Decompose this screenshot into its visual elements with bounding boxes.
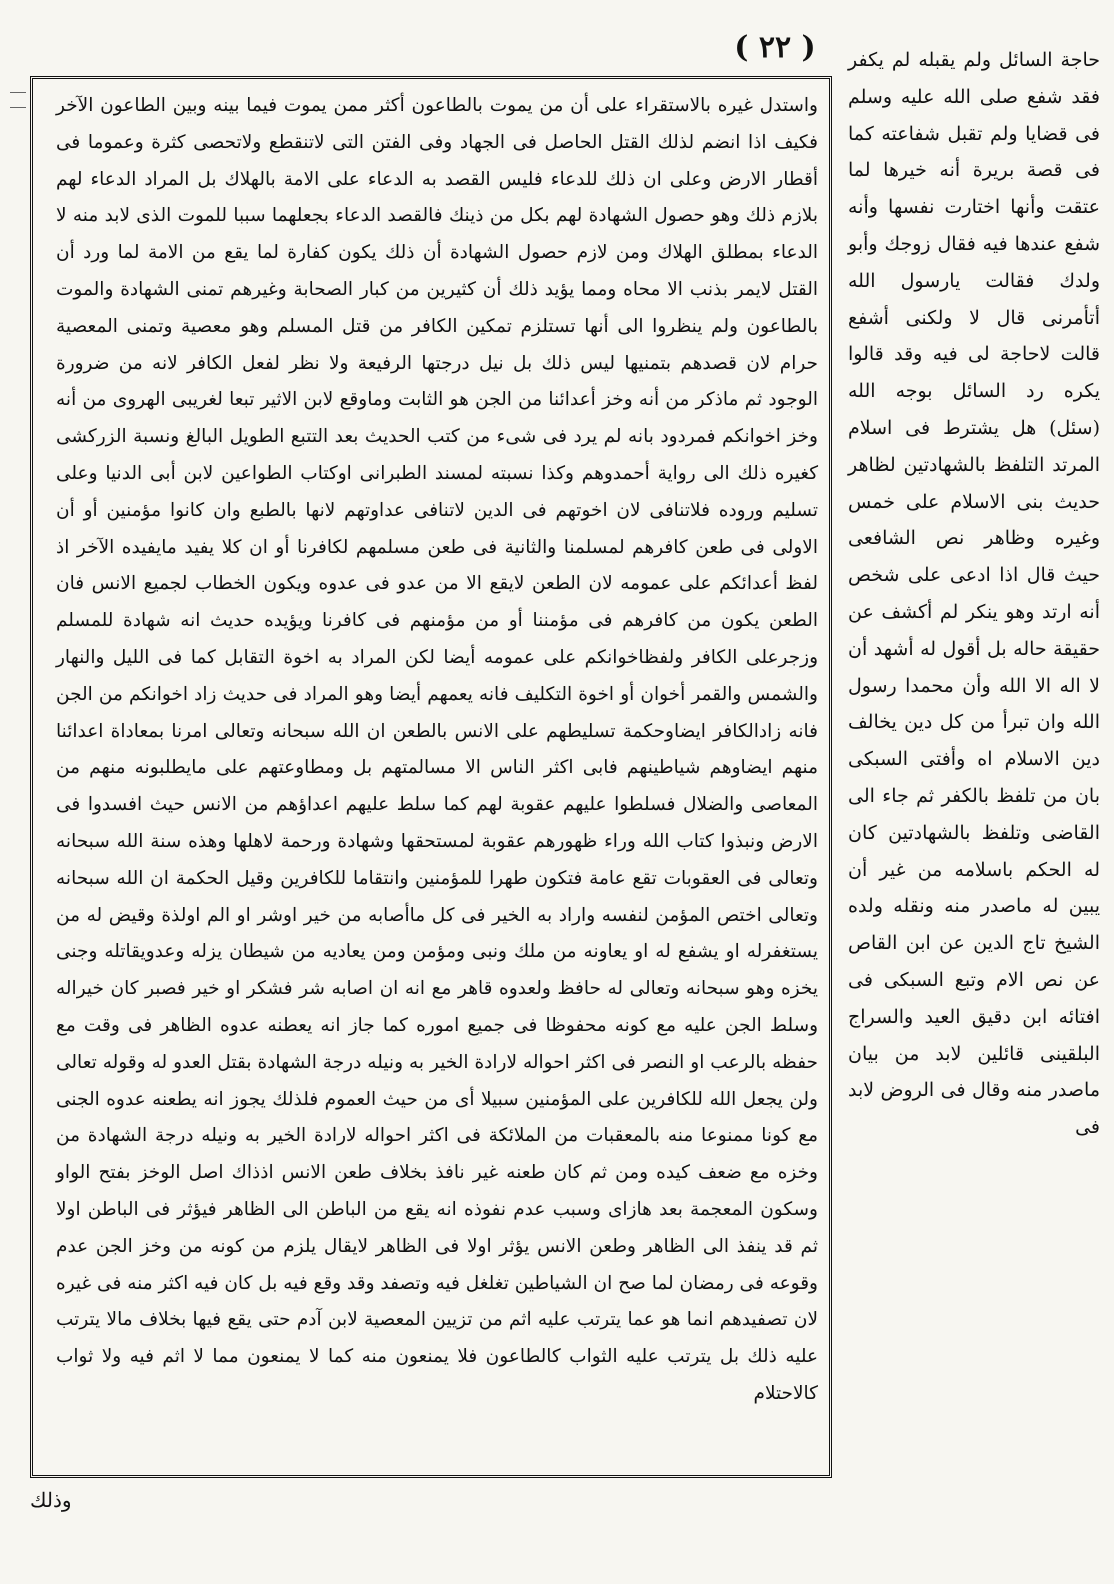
margin-note-paragraph: حاجة السائل ولم يقبله لم يكفر فقد شفع صلى الله عليه وسلم فى قضايا ولم تقبل شفاعته كما فى قصة بريرة أنه خيرها لما عتقت وأنها اختارت نفسها وأنه شفع عندها فيه فقال زوجك وأبو ولدك فقالت يارسول الله أتأمرنى قال لا ولكنى أشفع قالت لاحاجة لى فيه وقد قالوا يكره رد السائل بوجه الله (سئل) هل يشترط فى اسلام المرتد التلفظ بالشهادتين لظاهر حديث بنى الاسلام على خمس وغيره وظاهر نص الشافعى حيث قال اذا ادعى على شخص أنه ارتد وهو ينكر لم أكشف عن حقيقة حاله بل أقول له أشهد أن لا اله الا الله وأن محمدا رسول الله وان تبرأ من كل دين يخالف دين الاسلام اه وأفتى السبكى بان من تلفظ بالكفر ثم جاء الى القاضى وتلفظ بالشهادتين كان له الحكم باسلامه من غير أن يبين له ماصدر منه ونقله ولده الشيخ تاج الدين عن ابن القاص عن نص الام وتبع السبكى فى افتائه ابن دقيق العيد والسراج البلقينى قائلين لابد من بيان ماصدر منه وقال فى الروض لابد فى: [848, 49, 1100, 1139]
page-number: ( ٢٢ ): [734, 30, 816, 65]
margin-note-block: [848, 42, 1100, 1146]
main-text-block: [56, 88, 818, 1413]
corner-mark: [10, 92, 26, 108]
main-text-paragraph: واستدل غيره بالاستقراء على أن من يموت بالطاعون أكثر ممن يموت فيما بينه وبين الطاعون الآخر فكيف اذا انضم لذلك القتل الحاصل فى الجهاد وفى الفتن التى لاتنقطع ولاتحصى كثرة وعموما فى أقطار الارض وعلى ان ذلك للدعاء فليس القصد به الدعاء على الامة بالهلاك بل المراد الدعاء لهم بلازم ذلك وهو حصول الشهادة لهم بكل من ذينك فالقصد الدعاء بجعلهما سببا للموت الذى لابد منه لا الدعاء بمطلق الهلاك ومن لازم حصول الشهادة أن ذلك يكون كفارة لما يقع من الامة لما ورد أن القتل لايمر بذنب الا محاه ومما يؤيد ذلك أن كثيرين من كبار الصحابة وغيرهم تمنى الشهادة والموت بالطاعون ولم ينظروا الى أنها تستلزم تمكين الكافر من قتل المسلم وهو معصية وتمنى المعصية حرام لان قصدهم بتمنيها ليس ذلك بل نيل درجتها الرفيعة ولا نظر لفعل الكافر لانه من ضرورة الوجود ثم ماذكر من أنه وخز أعدائنا من الجن هو الثابت وماوقع لابن الاثير تبعا لغريبى الهروى من أنه وخز اخوانكم فمردود بانه لم يرد فى شىء من كتب الحديث بعد التتبع الطويل البالغ ونسبة الزركشى كغيره ذلك الى رواية أحمدوهم وكذا نسبته لمسند الطبرانى اوكتاب الطواعين لابن أبى الدنيا وعلى تسليم وروده فلاتنافى لان اخوتهم فى الدين لاتنافى عداوتهم لانها بالطبع وان كانوا مؤمنين أو أن الاولى فى طعن كافرهم لمسلمنا والثانية فى طعن مسلمهم لكافرنا أو ان كلا يفيد مايفيده الآخر اذ لفظ أعدائكم على عمومه لان الطعن لايقع الا من عدو فى عدوه ويكون الخطاب لجميع الانس فان الطعن يكون من كافرهم فى مؤمننا أو من مؤمنهم فى كافرنا ويؤيده حديث انه شهادة للمسلم وزجرعلى الكافر ولفظاخوانكم على عمومه أيضا لكن المراد به اخوة التقابل كما فى الليل والنهار والشمس والقمر أخوان أو اخوة التكليف فانه يعمهم أيضا وهو المراد فى حديث زاد اخوانكم من الجن فانه زادالكافر ايضاوحكمة تسليطهم على الانس بالطعن ان الله سبحانه وتعالى امرنا بمعاداة اعدائنا منهم ايضاوهم شياطينهم فابى اكثر الناس الا مسالمتهم بل ومطاوعتهم على مايطلبونه منهم من المعاصى والضلال فسلطوا عليهم عقوبة لهم كما سلط عليهم اعداؤهم من الانس حيث افسدوا فى الارض ونبذوا كتاب الله وراء ظهورهم عقوبة لمستحقها وشهادة ورحمة لاهلها وهذه سنة الله سبحانه وتعالى فى العقوبات تقع عامة فتكون طهرا للمؤمنين وانتقاما للكافرين وقيل الحكمة ان الله سبحانه وتعالى اختص المؤمن لنفسه واراد به الخير فى كل ماأصابه من خير اوشر او الم اولذة وقيض له من يستغفرله او يشفع له او يعاونه من ملك ونبى ومؤمن ومن يعاديه من شيطان يزله وعدويقاتله وجنى يخزه وهو سبحانه وتعالى له حافظ ولعدوه قاهر مع انه ان اصابه شر فشكر او خير فصبر كان خيراله وسلط الجن عليه مع كونه محفوظا فى جميع اموره كما جاز انه يعطنه عدوه الظاهر فى وقت مع حفظه بالرعب او النصر فى اكثر احواله لارادة الخير به ونيله درجة الشهادة بقتل العدو له وقوله تعالى ولن يجعل الله للكافرين على المؤمنين سبيلا أى من حيث العموم فلذلك يجوز انه يطعنه عدوه الجنى مع كونا ممنوعا منه بالمعقبات من الملائكة فى اكثر احواله لارادة الخير به ونيله درجة الشهادة من وخزه مع ضعف كيده ومن ثم كان طعنه غير نافذ بخلاف طعن الانس اذذاك اصل الوخز بفتح الواو وسكون المعجمة بعد هازاى وسبب عدم نفوذه انه يقع من الباطن الى الظاهر فيؤثر فى الباطن اولا ثم قد ينفذ الى الظاهر وطعن الانس يؤثر اولا فى الظاهر لايقال يلزم من كونه من وخز الجن عدم وقوعه فى رمضان لما صح ان الشياطين تغلغل فيه وتصفد وقد وقع فيه بل كان فيه اكثر منه فى غيره لان تصفيدهم انما هو عما يترتب عليه اثم من تزيين المعصية لابن آدم حتى يقع فيها بخلاف مالا يترتب عليه ذلك بل يترتب عليه الثواب كالطاعون فلا يمنعون منه كما لا يمنعون مما لا اثم فيه ولا ثواب كالاحتلام: [56, 95, 818, 1404]
catchword: وذلك: [30, 1488, 72, 1512]
